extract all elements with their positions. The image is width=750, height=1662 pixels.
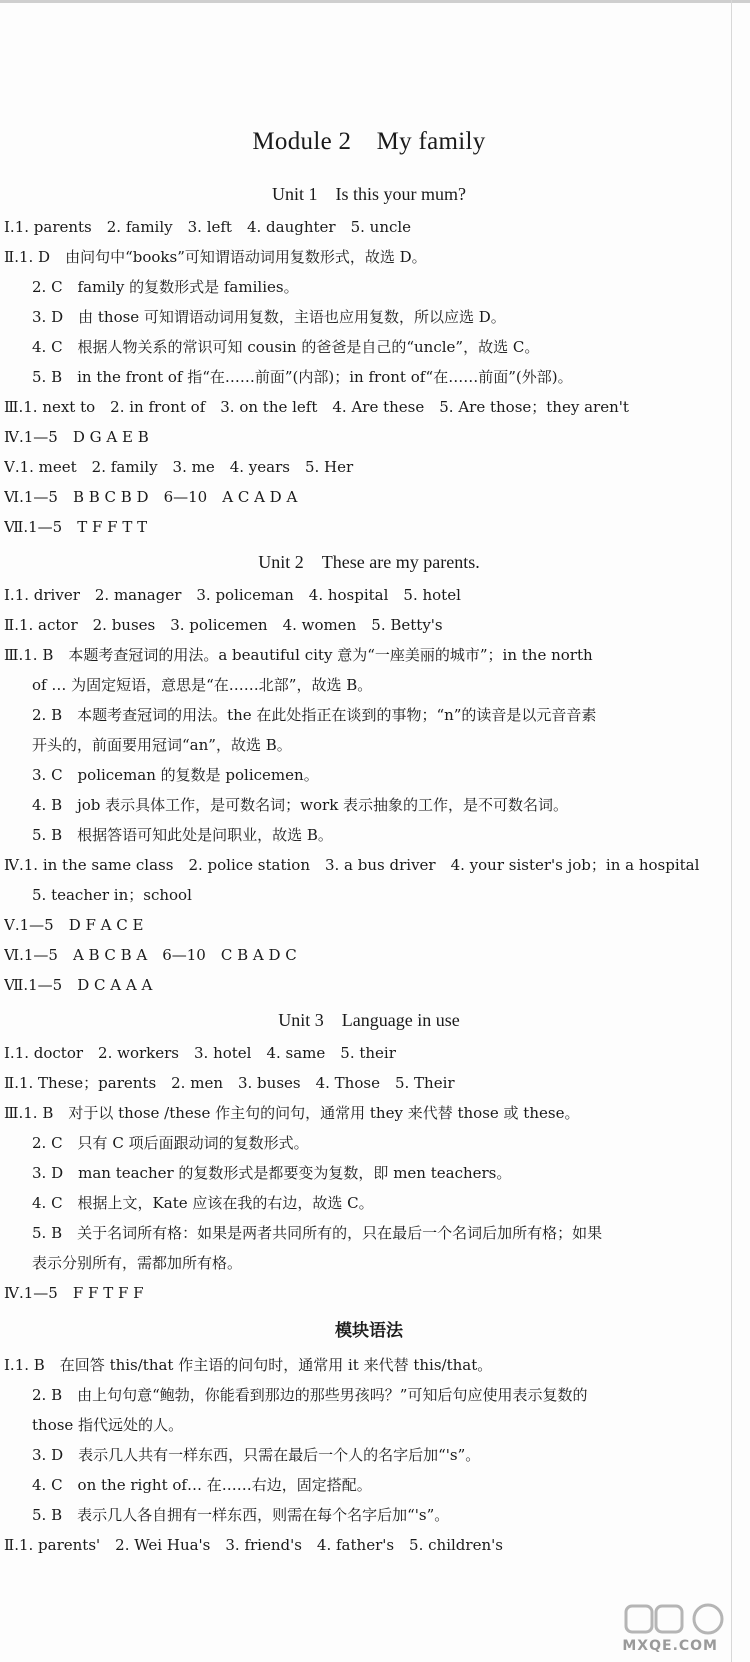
answer-line: 2. C family 的复数形式是 families。 — [32, 278, 299, 296]
answer-line: 5. B 关于名词所有格：如果是两者共同所有的，只在最后一个名词后加所有格；如果 — [32, 1224, 603, 1242]
answer-line: Ⅵ.1—5 A B C B A 6—10 C B A D C — [4, 946, 297, 964]
unit-title: Unit 2 These are my parents. — [258, 552, 480, 572]
answer-line: 3. D man teacher 的复数形式是都要变为复数，即 men teachers。 — [32, 1164, 512, 1182]
answer-line: Ⅳ.1. in the same class 2. police station 3. a bus driver 4. your sister's job；in a hospital — [4, 856, 700, 874]
answer-line: Ⅵ.1—5 B B C B D 6—10 A C A D A — [4, 488, 298, 506]
answer-line: Ⅱ.1. actor 2. buses 3. policemen 4. women 5. Betty's — [4, 616, 443, 634]
answer-line: 表示分别所有，需都加所有格。 — [32, 1254, 243, 1272]
unit-title: Unit 3 Language in use — [278, 1010, 460, 1030]
answer-line: 开头的，前面要用冠词“an”，故选 B。 — [32, 736, 292, 754]
watermark-text: MXQE.COM — [622, 1638, 718, 1654]
answer-line: Ⅳ.1—5 F F T F F — [4, 1284, 144, 1302]
answer-line: 4. C 根据人物关系的常识可知 cousin 的爸爸是自己的“uncle”，故选 C。 — [32, 338, 540, 356]
grammar-title: 模块语法 — [335, 1321, 403, 1341]
answer-line: Ⅲ.1. B 本题考查冠词的用法。a beautiful city 意为“一座美丽的城市”；in the north — [4, 646, 593, 664]
answer-line: Ⅴ.1—5 D F A C E — [4, 916, 144, 934]
answer-line: 5. B 根据答语可知此处是问职业，故选 B。 — [32, 826, 333, 844]
answer-line: 3. C policeman 的复数是 policemen。 — [32, 766, 319, 784]
answer-line: Ⅲ.1. B 对于以 those /these 作主句的问句，通常用 they 来代替 those 或 these。 — [4, 1104, 580, 1122]
answer-line: 4. B job 表示具体工作，是可数名词；work 表示抽象的工作，是不可数名词。 — [32, 796, 569, 814]
answer-line: Ⅱ.1. These；parents 2. men 3. buses 4. Those 5. Their — [4, 1074, 455, 1092]
answer-line: Ⅶ.1—5 D C A A A — [4, 976, 153, 994]
answer-line: Ⅱ.1. parents' 2. Wei Hua's 3. friend's 4. father's 5. children's — [4, 1536, 503, 1554]
answer-line: Ⅱ.1. D 由问句中“books”可知谓语动词用复数形式，故选 D。 — [4, 248, 427, 266]
answer-line: 2. B 本题考查冠词的用法。the 在此处指正在谈到的事物；“n”的读音是以元音音素 — [32, 706, 597, 724]
answer-content — [4, 128, 734, 1560]
answer-line: Ⅰ.1. B 在回答 this/that 作主语的问句时，通常用 it 来代替 this/that。 — [4, 1356, 493, 1374]
module-title: Module 2 My family — [252, 128, 486, 155]
answer-line: 3. D 由 those 可知谓语动词用复数，主语也应用复数，所以应选 D。 — [32, 308, 506, 326]
answer-line: Ⅰ.1. doctor 2. workers 3. hotel 4. same 5. their — [4, 1044, 396, 1062]
answer-line: Ⅰ.1. parents 2. family 3. left 4. daughter 5. uncle — [4, 218, 412, 236]
unit-title: Unit 1 Is this your mum? — [272, 184, 466, 204]
watermark-logo — [624, 1602, 736, 1656]
answer-line: Ⅶ.1—5 T F F T T — [4, 518, 148, 536]
units-container — [4, 180, 734, 1308]
answer-line: Ⅴ.1. meet 2. family 3. me 4. years 5. Her — [4, 458, 354, 476]
grammar-lines — [4, 1350, 734, 1560]
answer-line: 5. B in the front of 指“在……前面”(内部)；in front of“在……前面”(外部)。 — [32, 368, 573, 386]
answer-line: 4. C 根据上文，Kate 应该在我的右边，故选 C。 — [32, 1194, 374, 1212]
answer-line: 2. C 只有 C 项后面跟动词的复数形式。 — [32, 1134, 309, 1152]
answer-line: Ⅰ.1. driver 2. manager 3. policeman 4. hospital 5. hotel — [4, 586, 461, 604]
answer-line: Ⅳ.1—5 D G A E B — [4, 428, 149, 446]
answer-line: 2. B 由上句句意“鲍勃，你能看到那边的那些男孩吗？”可知后句应使用表示复数的 — [32, 1386, 588, 1404]
watermark-stamp-icon — [624, 1602, 736, 1642]
top-rule — [0, 0, 750, 3]
answer-line: 5. B 表示几人各自拥有一样东西，则需在每个名字后加“'s”。 — [32, 1506, 450, 1524]
answer-line: of … 为固定短语，意思是“在……北部”，故选 B。 — [32, 676, 373, 694]
answer-line: 4. C on the right of… 在……右边，固定搭配。 — [32, 1476, 372, 1494]
answer-line: 5. teacher in；school — [32, 886, 192, 904]
answer-line: Ⅲ.1. next to 2. in front of 3. on the left 4. Are these 5. Are those；they aren't — [4, 398, 629, 416]
answer-line: those 指代远处的人。 — [32, 1416, 184, 1434]
answer-line: 3. D 表示几人共有一样东西，只需在最后一个人的名字后加“'s”。 — [32, 1446, 481, 1464]
